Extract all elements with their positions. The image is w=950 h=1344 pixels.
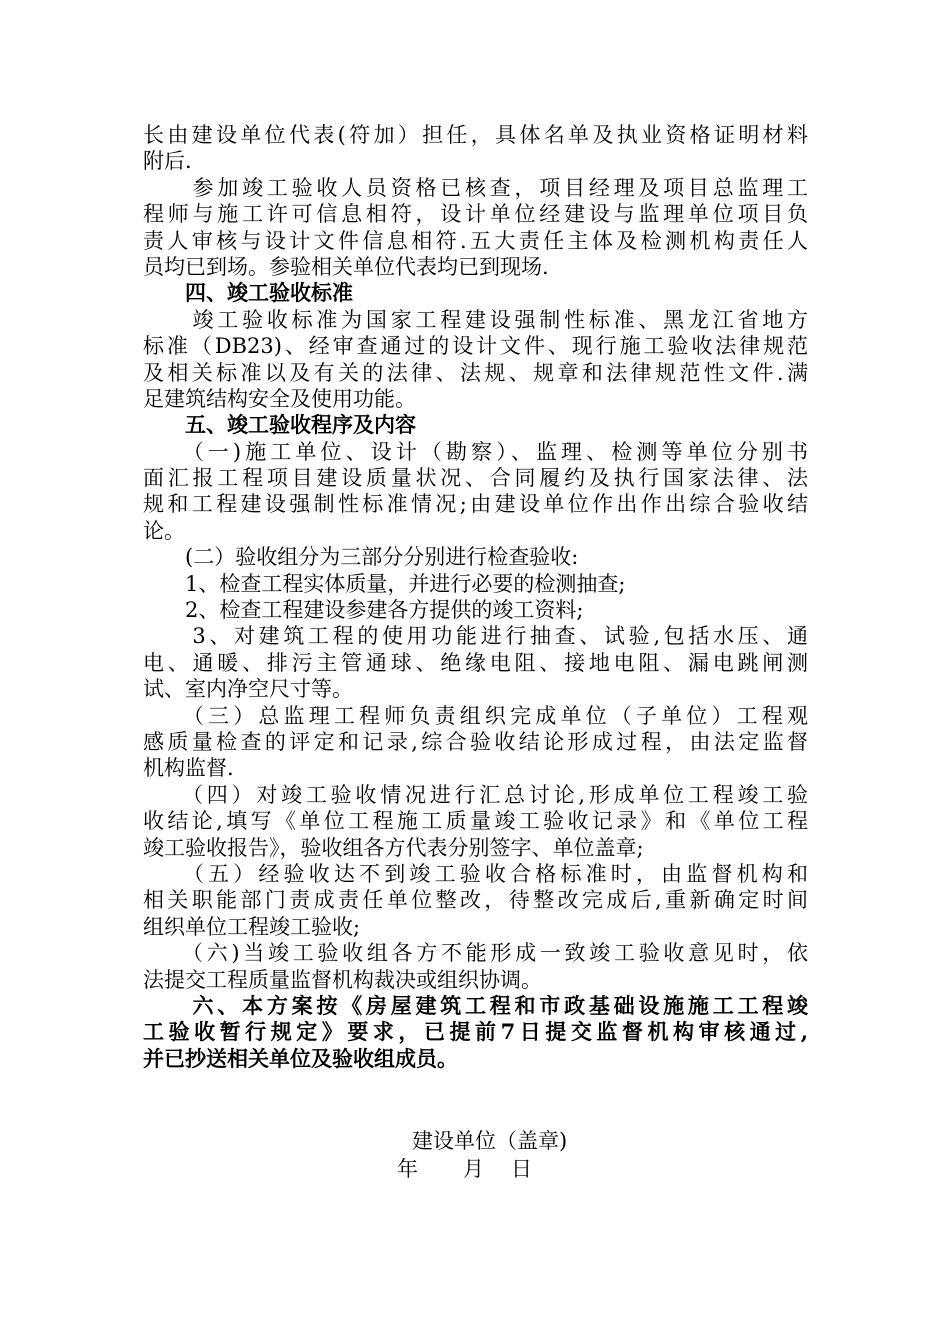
text-line: 及相关标准以及有关的法律、法规、规章和法律规范性文件.满 (143, 360, 808, 385)
text-line: （一)施工单位、设计（勘察）、监理、检测等单位分别书 (143, 439, 808, 464)
text-line: 机构监督. (143, 756, 234, 781)
text-line: 长由建设单位代表(符加）担任，具体名单及执业资格证明材料 (143, 123, 808, 147)
text-line: 竣工验收报告》，验收组各方代表分别签字、单位盖章; (143, 835, 644, 860)
text-line: （五）经验收达不到竣工验收合格标准时，由监督机构和 (143, 861, 808, 886)
paragraph (143, 861, 808, 940)
text-line: 面汇报工程项目建设质量状况、合同履约及执行国家法律、法 (143, 466, 808, 491)
paragraph (143, 307, 808, 413)
paragraph (143, 597, 808, 623)
text-line: 感质量检查的评定和记录,综合验收结论形成过程，由法定监督 (143, 729, 808, 754)
signature-date (397, 1156, 532, 1182)
text-line: 3、对建筑工程的使用功能进行抽查、试验,包括水压、通 (143, 624, 808, 649)
text-line: 责人审核与设计文件信息相符.五大责任主体及检测机构责任人 (143, 228, 808, 253)
text-line: 足建筑结构安全及使用功能。 (143, 386, 416, 411)
text-line: 标准（DB23)、经审查通过的设计文件、现行施工验收法律规范 (143, 334, 808, 359)
signature-unit: 建设单位（盖章) (412, 1129, 568, 1153)
text-line: 附后. (143, 149, 192, 174)
text-line: 竣工验收标准为国家工程建设强制性标准、黑龙江省地方 (143, 307, 808, 332)
text-line: 2、检查工程建设参建各方提供的竣工资料; (143, 598, 584, 623)
text-line: （四）对竣工验收情况进行汇总讨论,形成单位工程竣工验 (143, 782, 808, 807)
paragraph (143, 623, 808, 702)
paragraph (143, 571, 808, 597)
paragraph (143, 175, 808, 281)
document-body (143, 122, 808, 1072)
paragraph (143, 544, 808, 570)
text-line: （六)当竣工验收组各方不能形成一致竣工验收意见时，依 (143, 941, 808, 966)
text-line: (二）验收组分为三部分分别进行检查验收: (143, 545, 579, 570)
paragraph (143, 412, 808, 438)
heading-line: 四、竣工验收标准 (143, 280, 353, 306)
paragraph (143, 940, 808, 993)
heading-line: 六、本方案按《房屋建筑工程和市政基础设施施工工程竣 (143, 992, 808, 1018)
text-line: 员均已到场。参验相关单位代表均已到现场. (143, 254, 549, 279)
text-line: 程师与施工许可信息相符，设计单位经建设与监理单位项目负 (143, 202, 808, 227)
paragraph (143, 993, 808, 1072)
paragraph (143, 122, 808, 175)
paragraph (143, 782, 808, 861)
text-line: 法提交工程质量监督机构裁决或组织协调。 (143, 967, 542, 992)
text-line: 论。 (143, 518, 185, 543)
signature-month: 月 (463, 1157, 484, 1181)
paragraph (143, 280, 808, 306)
text-line: 电、通暖、排污主管通球、绝缘电阻、接地电阻、漏电跳闸测 (143, 650, 808, 675)
heading-line: 工验收暂行规定》要求，已提前7日提交监督机构审核通过, (143, 1019, 808, 1045)
text-line: 参加竣工验收人员资格已核查，项目经理及项目总监理工 (143, 175, 808, 200)
text-line: 组织单位工程竣工验收; (143, 914, 361, 939)
heading-line: 五、竣工验收程序及内容 (143, 412, 416, 438)
paragraph (143, 703, 808, 782)
text-line: （三）总监理工程师负责组织完成单位（子单位）工程观 (143, 703, 808, 728)
text-line: 相关职能部门责成责任单位整改，待整改完成后,重新确定时间 (143, 888, 808, 913)
heading-line: 并已抄送相关单位及验收组成员。 (143, 1045, 458, 1071)
text-line: 收结论,填写《单位工程施工质量竣工验收记录》和《单位工程 (143, 809, 808, 834)
signature-day: 日 (511, 1157, 532, 1181)
text-line: 1、检查工程实体质量，并进行必要的检测抽查; (143, 571, 626, 596)
signature-year: 年 (397, 1157, 418, 1181)
paragraph (143, 439, 808, 545)
text-line: 试、室内净空尺寸等。 (143, 677, 353, 702)
text-line: 规和工程建设强制性标准情况;由建设单位作出作出综合验收结 (143, 492, 808, 517)
